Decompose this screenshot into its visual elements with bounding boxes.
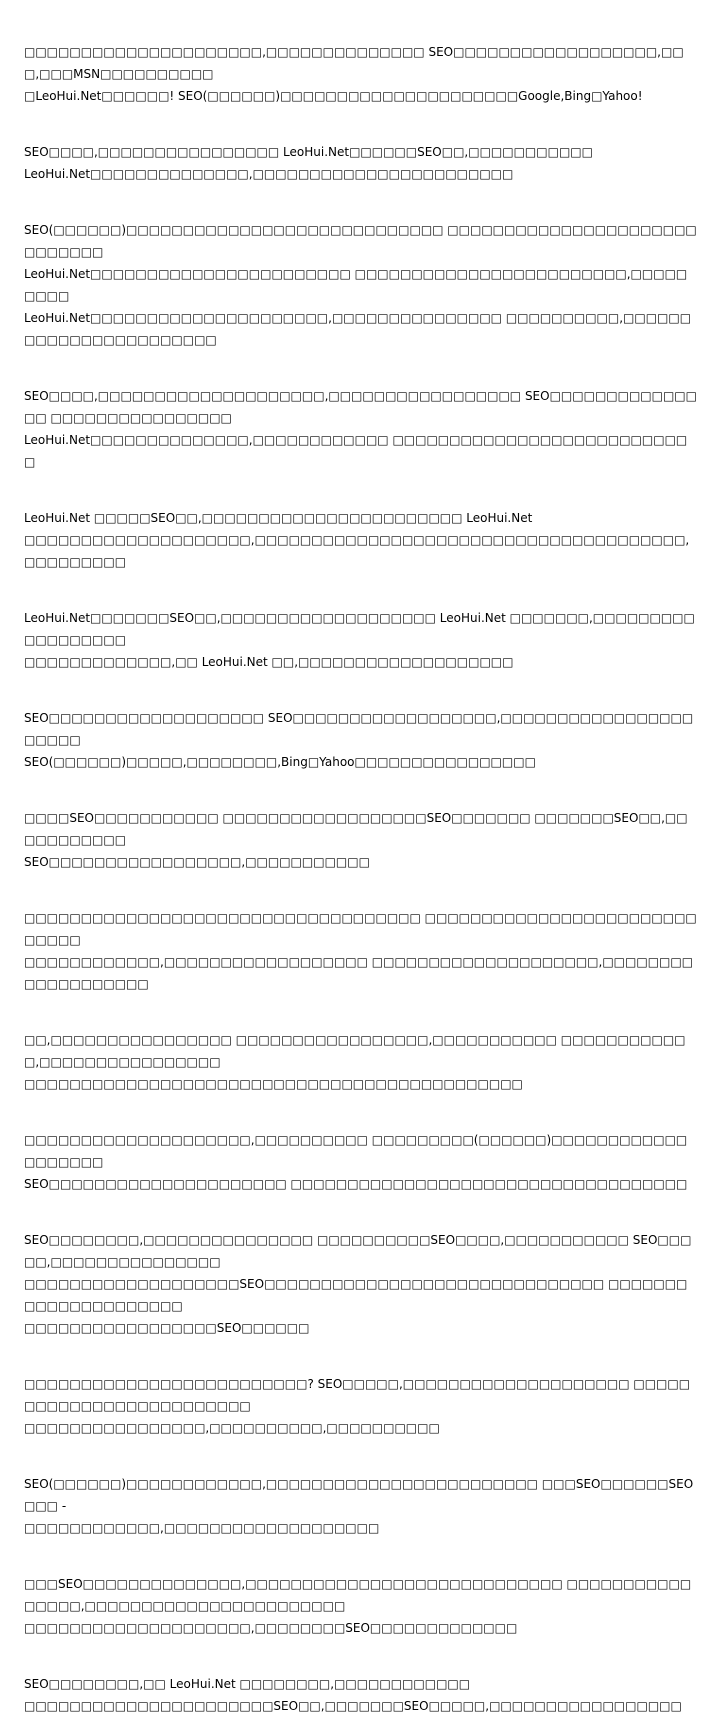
paragraph: LeoHui.Net □□□□□SEO□□,□□□□□□□□□□□□□□□□□□□□□□□ LeoHui.Net □□□□□□□□□□□□□□□□□□□□,□□□□□□□□□□□□□□□□□□□□□□□□□□□□□□□□□□□□□□,□□□□□□□□□ [24, 511, 690, 569]
paragraph: □□□□SEO□□□□□□□□□□□ □□□□□□□□□□□□□□□□□□SEO□□□□□□□ □□□□□□□SEO□□,□□□□□□□□□□□ SEO□□□□□□□□□□□□□□□□□,□□□□□□□□□□□ [24, 811, 688, 869]
paragraph: LeoHui.Net□□□□□□□SEO□□,□□□□□□□□□□□□□□□□□□□ LeoHui.Net □□□□□□□,□□□□□□□□□□□□□□□□□□ □□□□□□□□□□□□□,□□ LeoHui.Net □□,□□□□□□□□□□□□□□□□□□□ [24, 611, 695, 669]
paragraph: □□□□□□□□□□□□□□□□□□□□,□□□□□□□□□□ □□□□□□□□□(□□□□□□)□□□□□□□□□□□□□□□□□□□ SEO□□□□□□□□□□□□□□□□□□□□□ □□□□□□□□□□□□□□□□□□□□□□□□□□□□□□□□□□□ [24, 1133, 688, 1191]
paragraph: SEO□□□□,□□□□□□□□□□□□□□□□□□□□,□□□□□□□□□□□□□□□□□ SEO□□□□□□□□□□□□□□□ □□□□□□□□□□□□□□□□ LeoHui.Net□□□□□□□□□□□□□□,□□□□□□□□□□□□ □□□□□□□□□□□□□□□□□□□□□□□□□□□ [24, 389, 697, 469]
paragraph: □□□SEO□□□□□□□□□□□□□□,□□□□□□□□□□□□□□□□□□□□□□□□□□□□ □□□□□□□□□□□□□□□□,□□□□□□□□□□□□□□□□□□□□□□□ □□□□□□□□□□□□□□□□□□□□,□□□□□□□□SEO□□□□□□□□□□□□□ [24, 1577, 692, 1635]
paragraph: SEO(□□□□□□)□□□□□□□□□□□□,□□□□□□□□□□□□□□□□□□□□□□□□ □□□SEO□□□□□□SEO□□□ - □□□□□□□□□□□□,□□□□□□□□□□□□□□□□□□□ [24, 1477, 694, 1535]
paragraph: SEO□□□□,□□□□□□□□□□□□□□□□ LeoHui.Net□□□□□□SEO□□,□□□□□□□□□□□ LeoHui.Net□□□□□□□□□□□□□□,□□□□□□□□□□□□□□□□□□□□□□□ [24, 145, 593, 181]
paragraph: SEO(□□□□□□)□□□□□□□□□□□□□□□□□□□□□□□□□□□□ □□□□□□□□□□□□□□□□□□□□□□□□□□□□□ LeoHui.Net□□□□□□□□□□□□□□□□□□□□□□□ □□□□□□□□□□□□□□□□□□□□□□□□,□□□□□□□□□ LeoHui.Net□□□□□□□□□□□□□□□□□□□□□,□□□□□□□□□□□□□□□ □□□□□□□□□□,□□□□□□□□□□□□□□□□□□□□□□□ [24, 223, 697, 347]
paragraph: SEO□□□□□□□□,□□ LeoHui.Net □□□□□□□□,□□□□□□□□□□□□ □□□□□□□□□□□□□□□□□□□□□□SEO□□,□□□□□□□SEO□□□□□,□□□□□□□□□□□□□□□□□ [24, 1677, 682, 1713]
paragraph: □□□□□□□□□□□□□□□□□□□□□,□□□□□□□□□□□□□□ SEO□□□□□□□□□□□□□□□□□□,□□□,□□□MSN□□□□□□□□□□ □LeoHui.Net□□□□□□! SEO(□□□□□□)□□□□□□□□□□□□□□□□□□□□□Google,Bing□Yahoo! [24, 45, 684, 103]
paragraph: □□,□□□□□□□□□□□□□□□□ □□□□□□□□□□□□□□□□□,□□□□□□□□□□□ □□□□□□□□□□□□,□□□□□□□□□□□□□□□□ □□□□□□□□□□□□□□□□□□□□□□□□□□□□□□□□□□□□□□□□□□□□ [24, 1033, 686, 1091]
paragraph: SEO□□□□□□□□□□□□□□□□□□□ SEO□□□□□□□□□□□□□□□□□□,□□□□□□□□□□□□□□□□□□□□□□ SEO(□□□□□□)□□□□□,□□□□□□□□,Bing□Yahoo□□□□□□□□□□□□□□□□ [24, 711, 694, 769]
paragraph: □□□□□□□□□□□□□□□□□□□□□□□□□? SEO□□□□□,□□□□□□□□□□□□□□□□□□□□ □□□□□□□□□□□□□□□□□□□□□□□□□ □□□□□□□□□□□□□□□□,□□□□□□□□□□,□□□□□□□□□□ [24, 1377, 691, 1435]
paragraph: SEO□□□□□□□□,□□□□□□□□□□□□□□□ □□□□□□□□□□SEO□□□□,□□□□□□□□□□□ SEO□□□□□,□□□□□□□□□□□□□□□ □□□□□□□□□□□□□□□□□□□SEO□□□□□□□□□□□□□□□□□□□□□□□□□□□□□□ □□□□□□□□□□□□□□□□□□□□□ □□□□□□□□□□□□□□□□□SEO□□□□□□ [24, 1233, 692, 1335]
paragraph: □□□□□□□□□□□□□□□□□□□□□□□□□□□□□□□□□□□ □□□□□□□□□□□□□□□□□□□□□□□□□□□□□ □□□□□□□□□□□□,□□□□□□□□□□□□□□□□□□ □□□□□□□□□□□□□□□□□□□□,□□□□□□□□□□□□□□□□□□□ [24, 911, 697, 991]
